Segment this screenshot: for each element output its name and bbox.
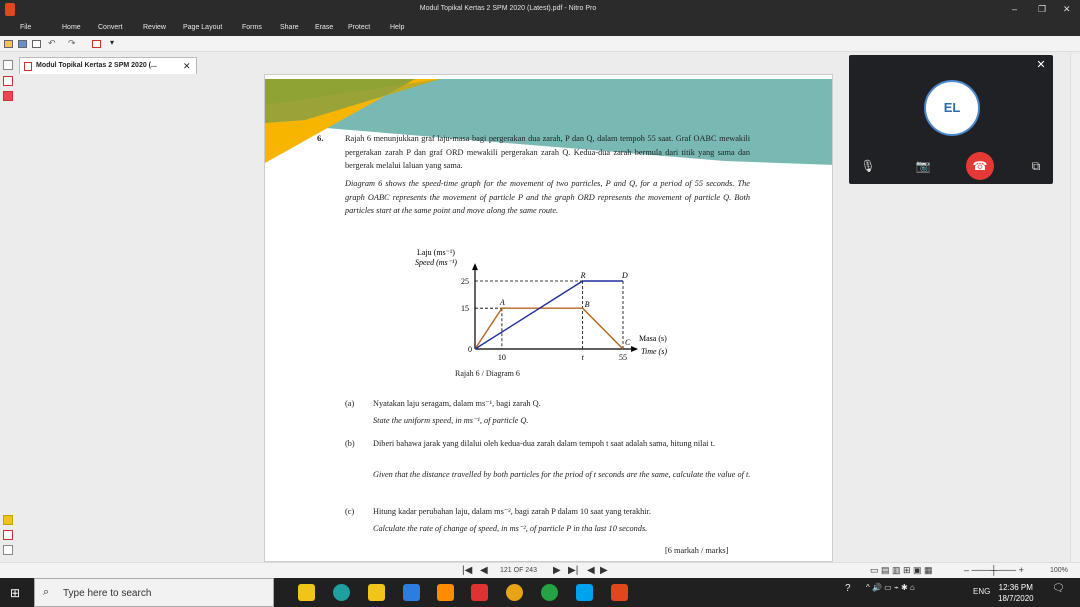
title-bar [0, 0, 1080, 20]
status-bar [0, 562, 1080, 578]
point-label-c: C [625, 338, 631, 347]
menu-convert[interactable]: Convert [98, 24, 123, 31]
signature-icon[interactable] [3, 530, 13, 540]
part-c-label: (c) [345, 507, 355, 516]
language-indicator[interactable]: ENG [973, 587, 991, 596]
x-tick-55: 55 [619, 353, 627, 362]
y-axis-label-english: Speed (ms⁻¹) [415, 258, 457, 267]
x-axis-label-malay: Masa (s) [639, 334, 667, 343]
restore-button[interactable]: ❐ [1038, 4, 1047, 14]
x-tick-t: t [581, 353, 584, 362]
mute-mic-icon[interactable]: 🎙 [860, 159, 876, 173]
menu-erase[interactable]: Erase [315, 24, 334, 31]
question-text-malay: Rajah 6 menunjukkan graf laju-masa bagi pergerakan dua zarah, P dan Q, dalam tempoh 55 saat. Graf OABC mewakili pergerakan zarah P dan graf ORD mewakili pergerakan zarah Q. Kedua-dua zarah bermula dari titik yang sama dan bergerak melalui laluan yang sama. [345, 134, 750, 171]
part-a-english: State the uniform speed, in ms⁻¹, of particle Q. [373, 416, 529, 425]
nitro-taskbar-icon[interactable] [611, 584, 628, 601]
customize-icon[interactable]: ▾ [110, 38, 115, 47]
question-text-english: Diagram 6 shows the speed-time graph for the movement of two particles, P and Q, for a period of 55 seconds. The graph OABC represents the movement of particle P and the graph ORD represents the movement of particle Q. Both particles start at the same point and move along the same route. [345, 179, 750, 216]
popout-icon[interactable]: ⧉ [1031, 159, 1041, 173]
menu-protect[interactable]: Protect [348, 24, 371, 31]
media-icon[interactable] [471, 584, 488, 601]
pages-panel-icon[interactable] [3, 60, 13, 70]
menu-share[interactable]: Share [280, 24, 299, 31]
speed-time-graph [405, 245, 695, 385]
store-icon[interactable] [368, 584, 385, 601]
part-a-label: (a) [345, 399, 355, 408]
system-tray-icons[interactable]: ^ 🔊 ▭ ⌁ ✱ ⌂ [866, 583, 915, 592]
vertical-scrollbar[interactable] [1070, 54, 1080, 562]
menu-help[interactable]: Help [390, 24, 405, 31]
redo-icon[interactable]: ↷ [68, 38, 76, 48]
series-line-p [475, 308, 623, 349]
forward-view-icon[interactable]: ▶ [600, 565, 608, 576]
view-mode-icons[interactable]: ▭ ▤ ▥ ⊞ ▣ ▦ [870, 565, 933, 575]
skype-icon[interactable] [576, 584, 593, 601]
menu-file[interactable]: File [20, 24, 32, 31]
y-axis-label-malay: Laju (ms⁻¹) [417, 248, 455, 257]
camera-off-icon[interactable]: 📷 [915, 159, 931, 173]
part-c-malay: Hitung kadar perubahan laju, dalam ms⁻², bagi zarah P dalam 10 saat yang terakhir. [373, 507, 651, 516]
document-tab[interactable] [19, 57, 197, 74]
call-close-icon[interactable]: ✕ [1036, 59, 1046, 71]
search-placeholder: Type here to search [63, 588, 152, 599]
pdf-file-icon [24, 62, 32, 71]
last-page-icon[interactable]: ▶| [568, 565, 579, 576]
hang-up-icon[interactable]: ☎ [966, 152, 994, 180]
part-a-malay: Nyatakan laju seragam, dalam ms⁻¹, bagi zarah Q. [373, 399, 541, 408]
page-indicator[interactable]: 121 OF 243 [500, 567, 537, 574]
photos-icon[interactable] [437, 584, 454, 601]
origin-label: 0 [468, 345, 472, 354]
marks-label: [6 markah / marks] [665, 546, 729, 555]
x-tick-10: 10 [497, 353, 506, 362]
x-axis-label-english: Time (s) [641, 347, 667, 356]
point-label-b: B [584, 300, 590, 310]
left-sidebar [0, 54, 16, 562]
prev-page-icon[interactable]: ◀ [480, 565, 488, 576]
file-explorer-icon[interactable] [298, 584, 315, 601]
open-icon[interactable] [4, 40, 13, 48]
output-icon[interactable] [3, 545, 13, 555]
minimize-button[interactable]: – [1012, 4, 1018, 14]
clock-time: 12:36 PM [998, 583, 1033, 592]
windows-start-icon[interactable]: ⊞ [10, 586, 21, 600]
point-label-a: A [499, 298, 505, 308]
quick-access-toolbar [0, 36, 1080, 52]
clock[interactable] [998, 582, 1034, 604]
help-icon[interactable]: ? [845, 583, 851, 594]
menu-review[interactable]: Review [143, 24, 166, 31]
part-c-english: Calculate the rate of change of speed, in ms⁻², of particle P in tha last 10 seconds. [373, 524, 648, 533]
point-label-r: R [580, 271, 586, 280]
close-tab-icon[interactable]: ✕ [183, 61, 191, 71]
comments-icon[interactable] [3, 515, 13, 525]
y-tick-25: 25 [461, 277, 469, 286]
y-tick-15: 15 [461, 304, 469, 314]
taskbar [0, 578, 1080, 607]
menu-home[interactable]: Home [62, 24, 81, 31]
zoom-level: 100% [1050, 567, 1068, 574]
clock-date: 18/7/2020 [998, 594, 1034, 603]
search-icon: ⌕ [43, 586, 50, 598]
edge-icon[interactable] [333, 584, 350, 601]
undo-icon[interactable]: ↶ [48, 38, 56, 48]
pdf-page [264, 74, 833, 562]
back-view-icon[interactable]: ◀ [587, 565, 595, 576]
select-icon[interactable] [92, 40, 101, 48]
video-call-panel [849, 55, 1053, 184]
point-label-d: D [622, 271, 628, 280]
zoom-slider[interactable]: – ───┼─── + [964, 565, 1024, 575]
mail-icon[interactable] [403, 584, 420, 601]
part-b-label: (b) [345, 439, 355, 448]
save-icon[interactable] [18, 40, 27, 48]
diagram-caption: Rajah 6 / Diagram 6 [455, 369, 520, 378]
avatar: EL [924, 80, 980, 136]
document-tab-label: Modul Topikal Kertas 2 SPM 2020 (... [36, 62, 157, 69]
y-axis-arrow [472, 263, 478, 270]
part-b-malay: Diberi bahawa jarak yang dilalui oleh kedua-dua zarah dalam tempoh t saat adalah sama, hitung nilai t. [373, 439, 715, 448]
window-title: Modul Topikal Kertas 2 SPM 2020 (Latest).pdf - Nitro Pro [419, 5, 597, 12]
chrome-icon[interactable] [506, 584, 523, 601]
taskbar-search[interactable] [34, 578, 274, 607]
menu-bar [0, 20, 1080, 36]
next-page-icon[interactable]: ▶ [553, 565, 561, 576]
question-number: 6. [317, 133, 324, 143]
first-page-icon[interactable]: |◀ [462, 565, 473, 576]
menu-forms[interactable]: Forms [242, 24, 262, 31]
close-button[interactable]: ✕ [1063, 4, 1071, 14]
attachments-icon[interactable] [3, 91, 13, 101]
part-b-english: Given that the distance travelled by both particles for the priod of t seconds are the same, calculate the value of t. [373, 470, 751, 479]
bookmarks-icon[interactable] [3, 76, 13, 86]
notifications-icon[interactable]: 🗨 [1052, 583, 1065, 594]
x-axis-arrow [631, 346, 638, 352]
print-icon[interactable] [32, 40, 41, 48]
whatsapp-icon[interactable] [541, 584, 558, 601]
menu-page-layout[interactable]: Page Layout [183, 24, 223, 31]
